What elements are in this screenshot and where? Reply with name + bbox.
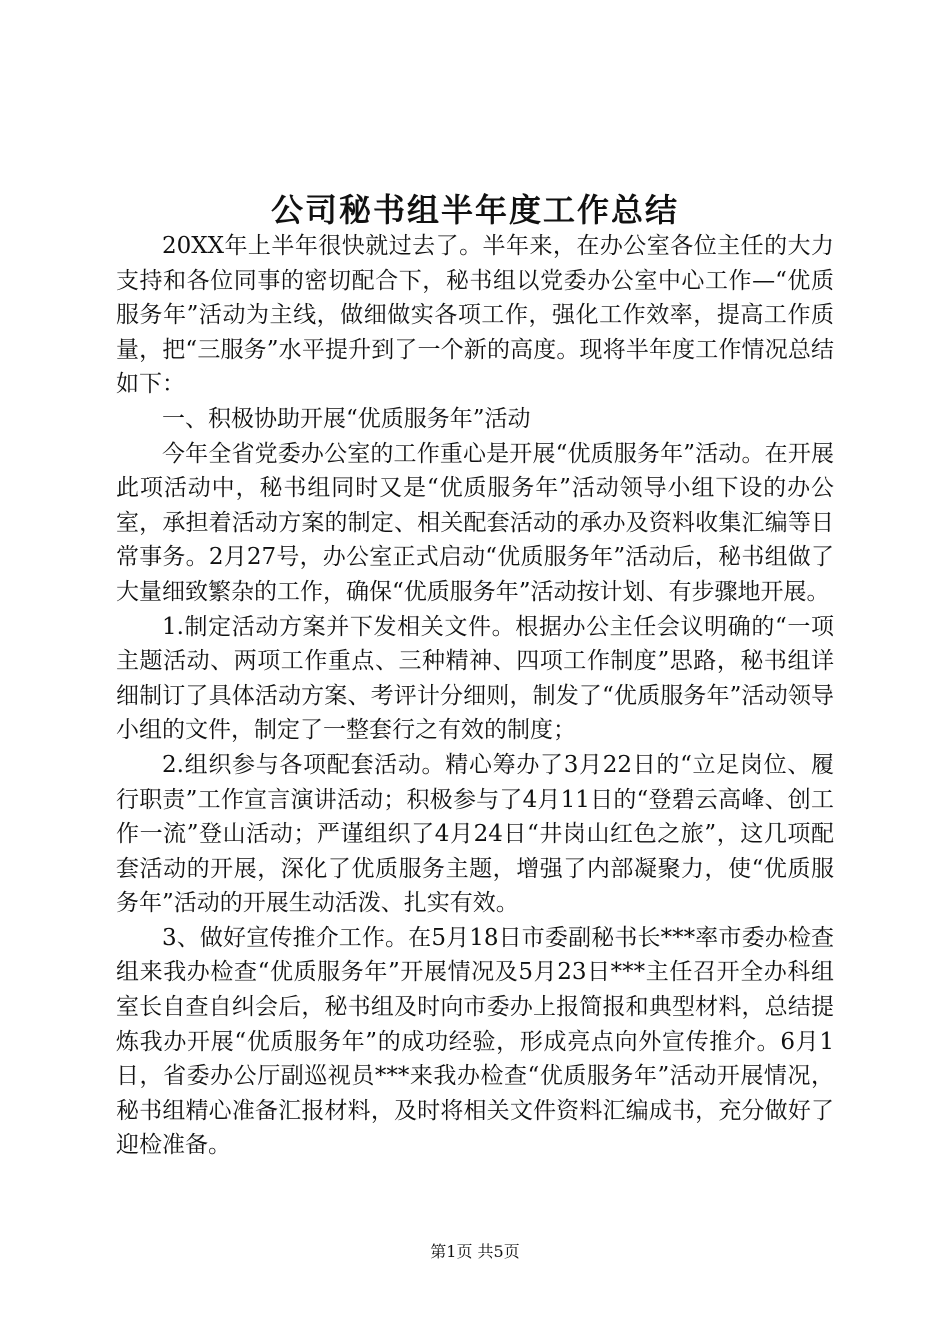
document-title: 公司秘书组半年度工作总结	[270, 191, 679, 229]
body-paragraph: 1.制定活动方案并下发相关文件。根据办公主任会议明确的“一项主题活动、两项工作重点、三种精神、四项工作制度”思路，秘书组详细制订了具体活动方案、考评计分细则，制发了“优质服务年”活动领导小组的文件，制定了一整套行之有效的制度；	[116, 613, 834, 744]
section-heading: 一、积极协助开展“优质服务年”活动	[162, 405, 531, 432]
document-body	[116, 229, 834, 1163]
body-paragraph: 今年全省党委办公室的工作重心是开展“优质服务年”活动。在开展此项活动中，秘书组同时又是“优质服务年”活动领导小组下设的办公室，承担着活动方案的制定、相关配套活动的承办及资料收集汇编等日常事务。2月27号，办公室正式启动“优质服务年”活动后，秘书组做了大量细致繁杂的工作，确保“优质服务年”活动按计划、有步骤地开展。	[116, 440, 834, 605]
body-paragraph: 3、做好宣传推介工作。在5月18日市委副秘书长***率市委办检查组来我办检查“优质服务年”开展情况及5月23日***主任召开全办科组室长自查自纠会后，秘书组及时向市委办上报简报和典型材料，总结提炼我办开展“优质服务年”的成功经验，形成亮点向外宣传推介。6月1日，省委办公厅副巡视员***来我办检查“优质服务年”活动开展情况，秘书组精心准备汇报材料，及时将相关文件资料汇编成书，充分做好了迎检准备。	[116, 924, 834, 1159]
page-number-footer: 第1页 共5页	[430, 1242, 520, 1261]
intro-paragraph: 20XX年上半年很快就过去了。半年来，在办公室各位主任的大力支持和各位同事的密切配合下，秘书组以党委办公室中心工作—“优质服务年”活动为主线，做细做实各项工作，强化工作效率，提高工作质量，把“三服务”水平提升到了一个新的高度。现将半年度工作情况总结如下：	[116, 233, 834, 398]
body-paragraph: 2.组织参与各项配套活动。精心筹办了3月22日的“立足岗位、履行职责”工作宣言演讲活动；积极参与了4月11日的“登碧云高峰、创工作一流”登山活动；严谨组织了4月24日“井岗山红色之旅”，这几项配套活动的开展，深化了优质服务主题，增强了内部凝聚力，使“优质服务年”活动的开展生动活泼、扎实有效。	[116, 751, 834, 917]
